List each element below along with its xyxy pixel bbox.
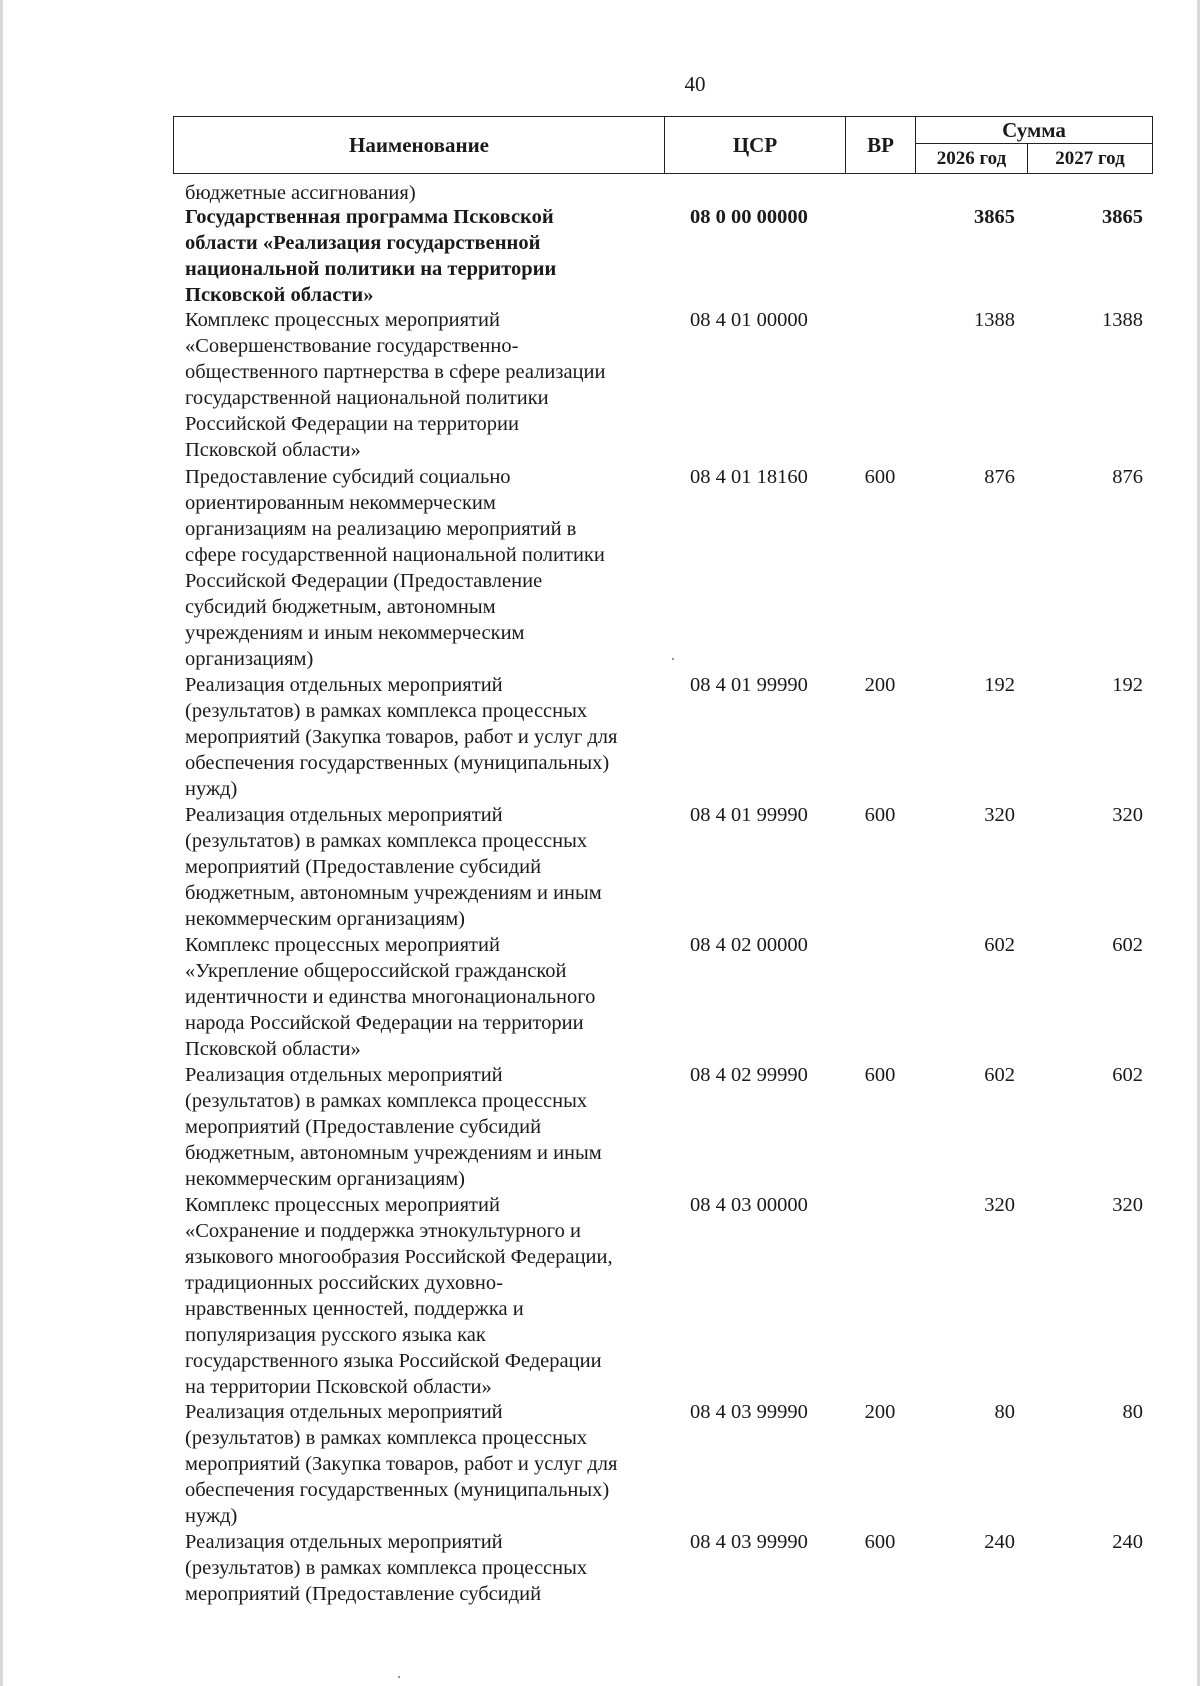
row-name: Реализация отдельных мероприятий (результатов) в рамках комплекса процессных мероприятий (Закупка товаров, работ и услуг для обеспечения государственных (муниципальных) нужд) <box>185 1401 618 1527</box>
scan-speck <box>398 1676 400 1678</box>
scan-speck <box>672 658 674 660</box>
row-csr: 08 4 02 99990 <box>690 1064 808 1086</box>
row-sum-2026: 3865 <box>974 206 1015 228</box>
row-csr: 08 4 01 99990 <box>690 674 808 696</box>
row-csr: 08 4 01 99990 <box>690 804 808 826</box>
row-name: Государственная программа Псковской области «Реализация государственной национальной политики на территории Псковской области» <box>185 206 557 306</box>
row-sum-2027: 602 <box>1112 1064 1143 1086</box>
row-name: Комплекс процессных мероприятий «Укрепление общероссийской гражданской идентичности и единства многонационального народа Российской Федерации на территории Псковской области» <box>185 934 596 1060</box>
header-year-2027: 2027 год <box>1055 148 1125 169</box>
row-csr: 08 0 00 00000 <box>690 206 808 228</box>
header-vr: ВР <box>846 117 916 173</box>
row-sum-2026: 320 <box>984 804 1015 826</box>
row-sum-2027: 602 <box>1112 934 1143 956</box>
row-csr: 08 4 03 00000 <box>690 1194 808 1216</box>
row-sum-2027: 240 <box>1112 1531 1143 1553</box>
page-number: 40 <box>684 72 706 96</box>
row-sum-2026: 80 <box>994 1401 1015 1423</box>
header-sum-group <box>916 117 1152 173</box>
row-sum-2026: 876 <box>984 466 1015 488</box>
row-csr: 08 4 03 99990 <box>690 1531 808 1553</box>
row-sum-2026: 192 <box>984 674 1015 696</box>
table-header <box>173 116 1153 174</box>
row-name: бюджетные ассигнования) <box>185 182 416 204</box>
row-sum-2027: 3865 <box>1102 206 1143 228</box>
row-csr: 08 4 01 00000 <box>690 309 808 331</box>
row-sum-2026: 602 <box>984 934 1015 956</box>
row-name: Реализация отдельных мероприятий (результатов) в рамках комплекса процессных мероприятий (Предоставление субсидий <box>185 1531 588 1605</box>
row-sum-2027: 320 <box>1112 804 1143 826</box>
row-name: Предоставление субсидий социально ориентированным некоммерческим организациям на реализацию мероприятий в сфере государственной национальной политики Российской Федерации (Предоставление субсидий бюджетным, автономным учреждениям и иным некоммерческим организациям) <box>185 466 605 670</box>
row-sum-2026: 602 <box>984 1064 1015 1086</box>
row-vr: 600 <box>864 804 896 826</box>
row-sum-2027: 192 <box>1112 674 1143 696</box>
row-vr: 600 <box>864 466 896 488</box>
row-vr: 600 <box>864 1064 896 1086</box>
header-name: Наименование <box>174 117 665 173</box>
header-year-2026: 2026 год <box>916 144 1028 173</box>
row-sum-2026: 240 <box>984 1531 1015 1553</box>
row-sum-2026: 320 <box>984 1194 1015 1216</box>
row-csr: 08 4 02 00000 <box>690 934 808 956</box>
row-sum-2027: 80 <box>1122 1401 1143 1423</box>
row-name: Реализация отдельных мероприятий (результатов) в рамках комплекса процессных мероприятий (Предоставление субсидий бюджетным, автономным учреждениям и иным некоммерческим организациям) <box>185 804 602 930</box>
row-csr: 08 4 01 18160 <box>690 466 808 488</box>
row-sum-2027: 1388 <box>1102 309 1143 331</box>
row-csr: 08 4 03 99990 <box>690 1401 808 1423</box>
header-csr: ЦСР <box>665 117 846 173</box>
header-sum: Сумма <box>916 117 1152 144</box>
row-name: Реализация отдельных мероприятий (результатов) в рамках комплекса процессных мероприятий (Закупка товаров, работ и услуг для обеспечения государственных (муниципальных) нужд) <box>185 674 618 800</box>
row-vr: 200 <box>864 1401 896 1423</box>
row-sum-2026: 1388 <box>974 309 1015 331</box>
row-sum-2027: 876 <box>1112 466 1143 488</box>
row-name: Реализация отдельных мероприятий (результатов) в рамках комплекса процессных мероприятий (Предоставление субсидий бюджетным, автономным учреждениям и иным некоммерческим организациям) <box>185 1064 602 1190</box>
scan-edge-left <box>0 0 3 1686</box>
row-vr: 200 <box>864 674 896 696</box>
row-sum-2027: 320 <box>1112 1194 1143 1216</box>
row-name: Комплекс процессных мероприятий «Совершенствование государственно- общественного партнерства в сфере реализации государственной национальной политики Российской Федерации на территории Псковской области» <box>185 309 606 461</box>
row-name: Комплекс процессных мероприятий «Сохранение и поддержка этнокультурного и языкового многообразия Российской Федерации, традиционных российских духовно- нравственных ценностей, поддержка и популяризация русского языка как государственного языка Российской Федерации на территории Псковской области» <box>185 1194 613 1398</box>
row-vr: 600 <box>864 1531 896 1553</box>
